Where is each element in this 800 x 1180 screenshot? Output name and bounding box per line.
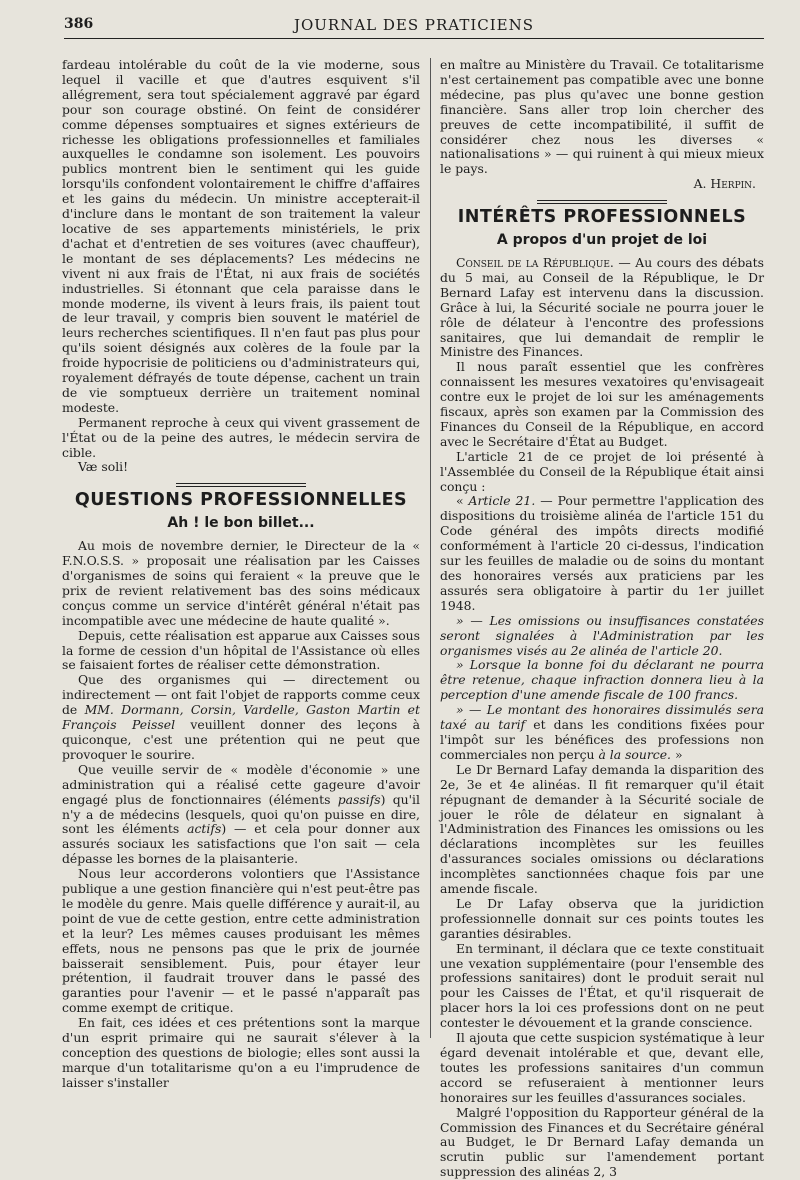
- paragraph: En terminant, il déclara que ce texte constituait une vexation supplémentaire (pour l'ensemble des professions sanitaires) dont le produit serait nul pour les Caisses de l'État, et qu'il risquerait de placer hors la loi ces professions dont on ne peut contester le dévouement et la grande conscience.: [440, 940, 764, 1031]
- column-divider: [430, 58, 431, 1038]
- quoted-article: » — Les omissions ou insuffisances constatées seront signalées à l'Administration par les organismes visés au 2e alinéa de l'article 20.: [440, 612, 764, 658]
- page-header: [64, 12, 764, 39]
- article-title: Ah ! le bon billet...: [167, 515, 315, 532]
- paragraph: Le Dr Lafay observa que la juridiction professionnelle donnait sur ces points toutes les garanties désirables.: [440, 895, 764, 941]
- paragraph: Nous leur accorderons volontiers que l'Assistance publique a une gestion financière qui n'est peut-être pas le modèle du genre. Mais quelle différence y aurait-il, au point de vue de cette gestion, entre cette administration et la leur? Les mêmes causes produisant les mêmes effets, nous ne pensons pas que le prix de journée baisserait sensiblement. Puis, pour étayer leur prétention, il faudrait trouver dans le passé des garanties pour l'avenir — et le passé n'apparaît pas comme exempt de critique.: [62, 866, 420, 1016]
- paragraph: Que des organismes qui — directement ou indirectement — ont fait l'objet de rapports comme ceux de MM. Dormann, Corsin, Vardelle, Gaston Martin et François Peissel veuillent donner des leçons à quiconque, c'est une prétention qui ne peut que provoquer le sourire.: [62, 672, 420, 762]
- article-title: A propos d'un projet de loi: [496, 232, 708, 249]
- paragraph: Væ soli!: [78, 459, 129, 475]
- paragraph: L'article 21 de ce projet de loi présenté à l'Assemblée du Conseil de la République était ainsi conçu :: [440, 448, 764, 494]
- page-number: 386: [64, 16, 94, 32]
- paragraph: Il nous paraît essentiel que les confrères connaissent les mesures vexatoires qu'envisageait contre eux le projet de loi sur les aménagements fiscaux, après son examen par la Commission des Finances du Conseil de la République, en accord avec le Secrétaire d'État au Budget.: [440, 359, 764, 449]
- paragraph: Conseil de la République. — Au cours des débats du 5 mai, au Conseil de la République, le Dr Bernard Lafay est intervenu dans la discussion. Grâce à lui, la Sécurité sociale ne pourra jouer le rôle de délateur à l'encontre des professions sanitaires, que lui demandait de remplir le Ministre des Finances.: [440, 254, 765, 360]
- lead-in: Conseil de la République.: [456, 254, 614, 270]
- section-title: INTÉRÊTS PROFESSIONNELS: [457, 207, 747, 228]
- paragraph: En fait, ces idées et ces prétentions sont la marque d'un esprit primaire qui ne saurait s'élever à la conception des questions de biologie; elles sont aussi la marque d'un totalitarisme qu'on a eu l'imprudence de laisser s'installer: [62, 1015, 420, 1090]
- right-column: [440, 57, 765, 1180]
- paragraph: en maître au Ministère du Travail. Ce totalitarisme n'est certainement pas compatible avec une bonne médecine, pas plus qu'avec une bonne gestion financière. Sans aller trop loin chercher des preuves de cette incompatibilité, il suffit de considérer chez nous les diverses « nationalisations » — qui ruinent à qui mieux mieux le pays.: [440, 57, 764, 177]
- quoted-article: » — Le montant des honoraires dissimulés sera taxé au tarif et dans les conditions fixées pour l'impôt sur les bénéfices des professions non commerciales non perçu à la source. »: [440, 702, 764, 762]
- double-rule-divider: [537, 200, 667, 204]
- names-italic: MM. Dormann, Corsin, Vardelle, Gaston Martin et François Peissel: [62, 702, 420, 733]
- left-column: [62, 57, 420, 1090]
- paragraph: Malgré l'opposition du Rapporteur général de la Commission des Finances et du Secrétaire général au Budget, le Dr Bernard Lafay demanda un scrutin public sur l'amendement portant suppression des alinéas 2, 3: [440, 1104, 764, 1180]
- paragraph: fardeau intolérable du coût de la vie moderne, sous lequel il vacille et que d'autres esquivent s'il allégrement, sera tout spécialement aggravé par égard pour son courage obstiné. On feint de considérer comme dépenses somptuaires et signes extérieurs de richesse les obligations professionnelles et familiales auxquelles le condamne son isolement. Les pouvoirs publics montrent bien le sentiment qui les guide lorsqu'ils confondent volontairement le chiffre d'affaires et les gains du médecin. Un ministre accepterait-il d'inclure dans le montant de son traitement la valeur locative de ses appartements ministériels, le prix d'achat et d'entretien de ses voitures (avec chauffeur), le montant de ses déplacements? Les médecins ne vivent ni aux frais de l'État, ni aux frais de sociétés industrielles. Si étonnant que cela paraisse dans le monde moderne, ils vivent à leurs frais, ils paient tout de leur travail, y compris bien souvent le matériel de leurs recherches scientifiques. Il n'en faut pas plus pour qu'ils soient désignés aux colères de la foule par la froide hypocrisie de politiciens ou d'administrateurs qui, royalement défrayés de toute dépense, cachent un train de vie somptueux derrière un traitement nominal modeste.: [62, 57, 420, 415]
- paragraph: Depuis, cette réalisation est apparue aux Caisses sous la forme de cession d'un hôpital de l'Assistance où elles se faisaient fortes de réaliser cette démonstration.: [62, 627, 420, 673]
- paragraph: Permanent reproche à ceux qui vivent grassement de l'État ou de la peine des autres, le médecin servira de cible.: [62, 414, 420, 460]
- paragraph: Que veuille servir de « modèle d'économie » une administration qui a réalisé cette gageure d'avoir engagé plus de fonctionnaires (éléments passifs) qu'il n'y a de médecins (lesquels, quoi qu'on puisse en dire, sont les éléments actifs) — et cela pour donner aux assurés sociaux les satisfactions que l'on sait — cela dépasse les bornes de la plaisanterie.: [62, 761, 420, 867]
- quoted-article: » Lorsque la bonne foi du déclarant ne pourra être retenue, chaque infraction donnera lieu à la perception d'une amende fiscale de 100 francs.: [440, 657, 764, 703]
- quoted-article: « Article 21. — Pour permettre l'application des dispositions du troisième alinéa de l'article 151 du Code général des impôts directs modifié conformément à l'article 20 ci-dessus, l'indication sur les feuilles de maladie ou de soins du montant des honoraires versés aux praticiens par les assurés sera obligatoire à partir du 1er juillet 1948.: [440, 493, 764, 613]
- double-rule-divider: [176, 483, 306, 487]
- paragraph: Au mois de novembre dernier, le Directeur de la « F.N.O.S.S. » proposait une réalisation par les Caisses d'organismes de soins qui feraient « la preuve que le prix de revient relativement bas des soins médicaux conçus comme un service d'intérêt général n'était pas incompatible avec une médecine de haute qualité ».: [62, 538, 420, 628]
- section-title: QUESTIONS PROFESSIONNELLES: [74, 490, 408, 511]
- author-signature: A. Herpin.: [693, 176, 756, 192]
- journal-title: JOURNAL DES PRATICIENS: [293, 16, 535, 34]
- paragraph: Le Dr Bernard Lafay demanda la disparition des 2e, 3e et 4e alinéas. Il fit remarquer qu'il était répugnant de demander à la Sécurité sociale de jouer le rôle de délateur en signalant à l'Administration des Finances les omissions ou les déclarations incomplètes sur les feuilles d'assurances sociales omissions ou déclarations incomplètes sanctionnées chaque fois par une amende fiscale.: [440, 761, 764, 897]
- paragraph: Il ajouta que cette suspicion systématique à leur égard devenait intolérable et que, devant elle, toutes les professions sanitaires d'un commun accord se refuseraient à mentionner leurs honoraires sur les feuilles d'assurances sociales.: [440, 1030, 764, 1105]
